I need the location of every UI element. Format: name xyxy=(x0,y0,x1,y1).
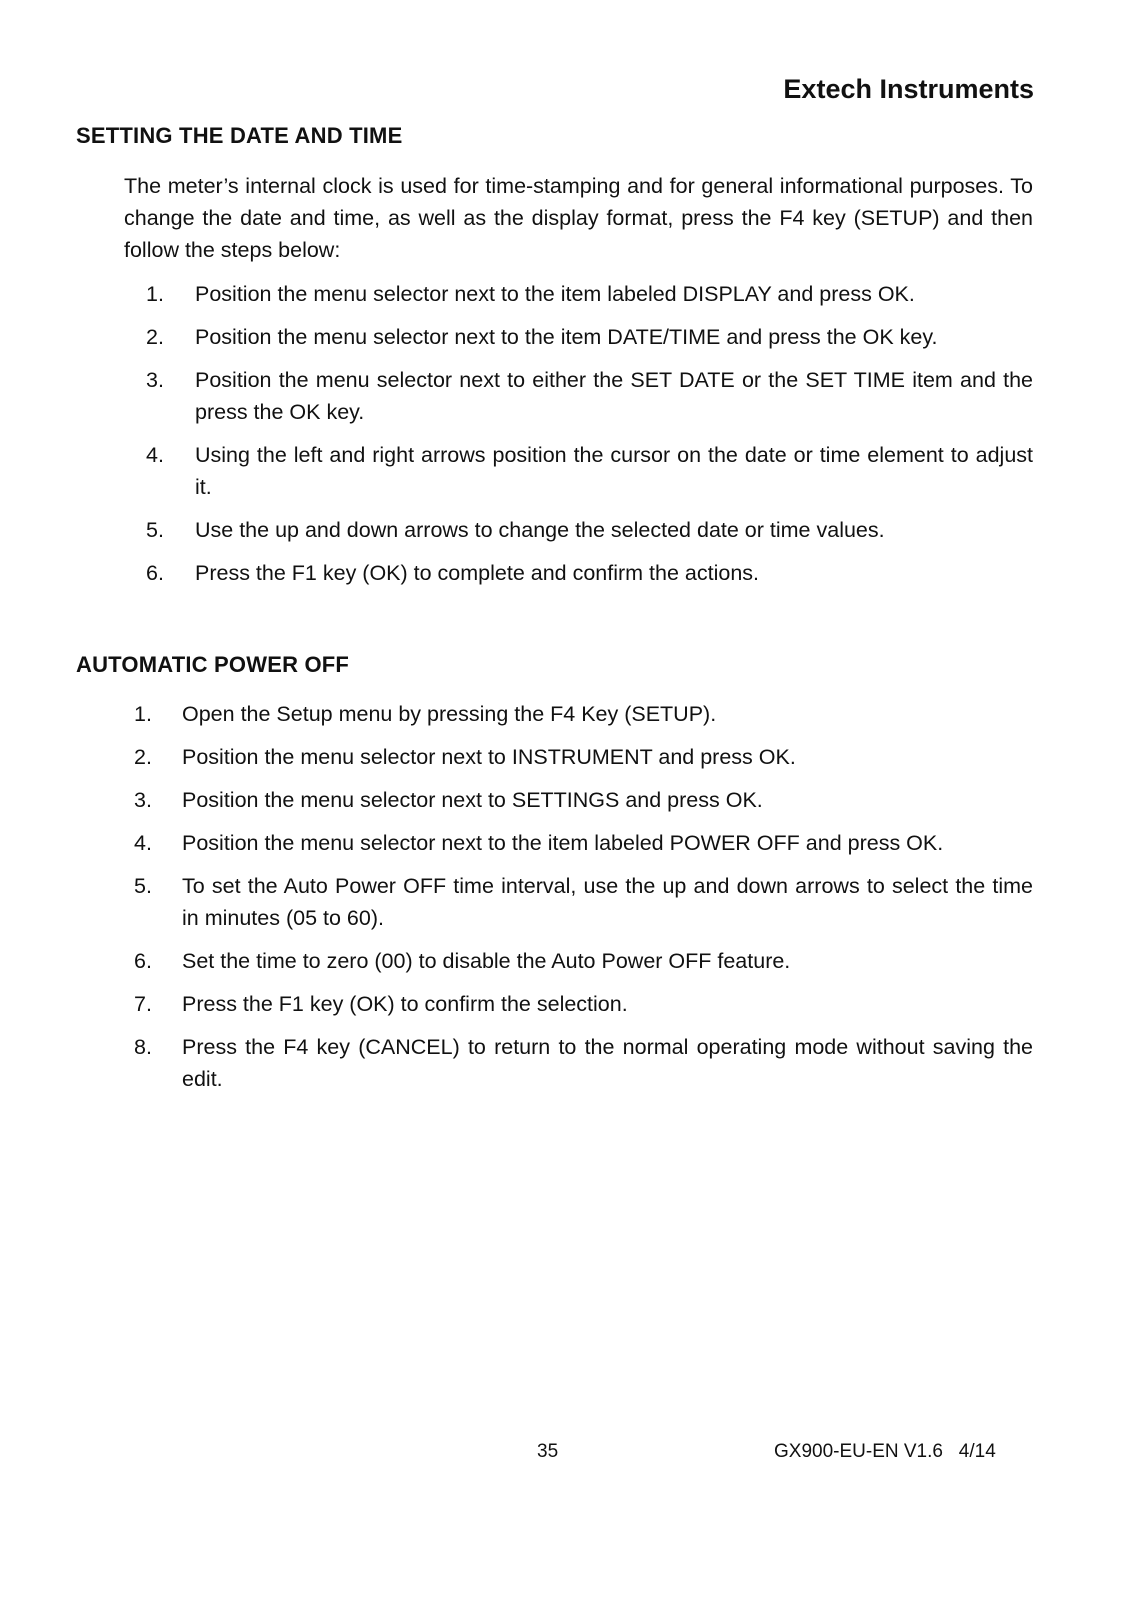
list-text: Position the menu selector next to the item labeled POWER OFF and press OK. xyxy=(182,831,944,855)
list-text: Use the up and down arrows to change the selected date or time values. xyxy=(195,518,885,542)
list-text: Set the time to zero (00) to disable the Auto Power OFF feature. xyxy=(182,949,791,973)
section-title-auto-power-off: AUTOMATIC POWER OFF xyxy=(76,652,350,677)
date-time-steps-list xyxy=(146,278,1033,600)
list-number: 6. xyxy=(134,949,152,973)
list-item xyxy=(134,945,1033,977)
list-item xyxy=(146,514,1033,546)
list-item xyxy=(146,439,1033,503)
list-text: Open the Setup menu by pressing the F4 Key (SETUP). xyxy=(182,702,717,726)
list-item xyxy=(134,988,1033,1020)
list-text: Press the F1 key (OK) to confirm the selection. xyxy=(182,992,628,1016)
list-number: 2. xyxy=(146,325,164,349)
list-item xyxy=(146,364,1033,428)
list-text: Position the menu selector next to INSTRUMENT and press OK. xyxy=(182,745,796,769)
document-id: GX900-EU-EN V1.6 4/14 xyxy=(774,1441,996,1462)
power-off-steps-list xyxy=(134,698,1033,1106)
list-number: 5. xyxy=(146,518,164,542)
list-number: 1. xyxy=(146,282,164,306)
list-item xyxy=(134,698,1033,730)
list-number: 8. xyxy=(134,1035,152,1059)
list-text: Position the menu selector next to either the SET DATE or the SET TIME item and the press the OK key. xyxy=(195,368,1033,424)
list-item xyxy=(146,278,1033,310)
list-item xyxy=(146,321,1033,353)
list-number: 5. xyxy=(134,874,152,898)
list-item xyxy=(134,1031,1033,1095)
list-number: 4. xyxy=(134,831,152,855)
list-number: 2. xyxy=(134,745,152,769)
section-intro: The meter’s internal clock is used for time-stamping and for general informational purposes. To change the date and time, as well as the display format, press the F4 key (SETUP) and then follow the steps below: xyxy=(124,174,1033,262)
list-item xyxy=(134,741,1033,773)
list-text: Using the left and right arrows position the cursor on the date or time element to adjust it. xyxy=(195,443,1033,499)
list-text: Position the menu selector next to the item DATE/TIME and press the OK key. xyxy=(195,325,938,349)
list-number: 1. xyxy=(134,702,152,726)
list-item xyxy=(146,557,1033,589)
list-text: Position the menu selector next to SETTINGS and press OK. xyxy=(182,788,763,812)
list-number: 6. xyxy=(146,561,164,585)
list-number: 3. xyxy=(134,788,152,812)
list-number: 7. xyxy=(134,992,152,1016)
list-item xyxy=(134,827,1033,859)
list-text: To set the Auto Power OFF time interval, use the up and down arrows to select the time in minutes (05 to 60). xyxy=(182,874,1033,930)
list-text: Position the menu selector next to the item labeled DISPLAY and press OK. xyxy=(195,282,915,306)
section-title-date-time: SETTING THE DATE AND TIME xyxy=(76,123,403,148)
brand-header: Extech Instruments xyxy=(783,74,1034,104)
list-number: 3. xyxy=(146,368,164,392)
page-number: 35 xyxy=(537,1441,559,1462)
list-text: Press the F1 key (OK) to complete and confirm the actions. xyxy=(195,561,760,585)
list-item xyxy=(134,870,1033,934)
list-text: Press the F4 key (CANCEL) to return to the normal operating mode without saving the edit. xyxy=(182,1035,1033,1091)
list-number: 4. xyxy=(146,443,164,467)
list-item xyxy=(134,784,1033,816)
